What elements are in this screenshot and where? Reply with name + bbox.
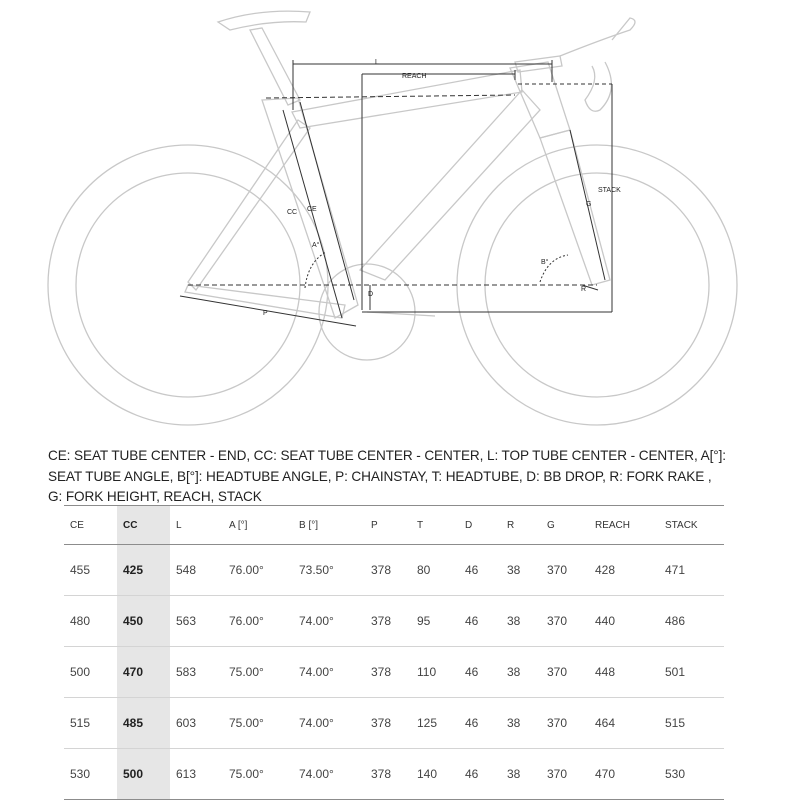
cell: 613 bbox=[170, 749, 223, 800]
seatstay bbox=[188, 120, 310, 290]
header-reach: REACH bbox=[589, 506, 659, 545]
cell: 515 bbox=[64, 698, 117, 749]
cell: 548 bbox=[170, 545, 223, 596]
cell: 76.00° bbox=[223, 596, 293, 647]
cell: 470 bbox=[589, 749, 659, 800]
label-stack: STACK bbox=[598, 187, 621, 194]
cell: 378 bbox=[365, 545, 411, 596]
geometry-table bbox=[64, 505, 724, 800]
label-ce: CE bbox=[307, 206, 317, 213]
table-row bbox=[64, 749, 724, 800]
cell: 603 bbox=[170, 698, 223, 749]
cell: 370 bbox=[541, 545, 589, 596]
table-row bbox=[64, 647, 724, 698]
head-tube bbox=[510, 62, 570, 138]
cell: 471 bbox=[659, 545, 724, 596]
cell: 500 bbox=[64, 647, 117, 698]
cell: 501 bbox=[659, 647, 724, 698]
cell: 455 bbox=[64, 545, 117, 596]
cell: 76.00° bbox=[223, 545, 293, 596]
cell: 38 bbox=[501, 647, 541, 698]
down-tube bbox=[360, 90, 540, 280]
cell: 75.00° bbox=[223, 698, 293, 749]
header-r: R bbox=[501, 506, 541, 545]
cell: 125 bbox=[411, 698, 459, 749]
crank-arm bbox=[367, 312, 435, 316]
table-header-row bbox=[64, 506, 724, 545]
cell: 73.50° bbox=[293, 545, 365, 596]
label-r: R bbox=[581, 286, 587, 293]
table-row bbox=[64, 545, 724, 596]
cell: 370 bbox=[541, 749, 589, 800]
header-l: L bbox=[170, 506, 223, 545]
cell: 485 bbox=[117, 698, 170, 749]
cell: 500 bbox=[117, 749, 170, 800]
cell: 74.00° bbox=[293, 749, 365, 800]
cell: 378 bbox=[365, 698, 411, 749]
dimension-lines bbox=[180, 60, 612, 326]
cell: 450 bbox=[117, 596, 170, 647]
cell: 464 bbox=[589, 698, 659, 749]
cell: 428 bbox=[589, 545, 659, 596]
header-d: D bbox=[459, 506, 501, 545]
label-a: A° bbox=[312, 242, 320, 249]
header-a: A [°] bbox=[223, 506, 293, 545]
cell: 46 bbox=[459, 596, 501, 647]
cell: 448 bbox=[589, 647, 659, 698]
label-b: B° bbox=[541, 259, 549, 266]
cell: 440 bbox=[589, 596, 659, 647]
cell: 515 bbox=[659, 698, 724, 749]
cell: 563 bbox=[170, 596, 223, 647]
cell: 425 bbox=[117, 545, 170, 596]
cell: 75.00° bbox=[223, 749, 293, 800]
label-p: P bbox=[263, 310, 268, 317]
cell: 46 bbox=[459, 749, 501, 800]
header-stack: STACK bbox=[659, 506, 724, 545]
cell: 75.00° bbox=[223, 647, 293, 698]
saddle bbox=[218, 11, 310, 30]
cell: 110 bbox=[411, 647, 459, 698]
cell: 470 bbox=[117, 647, 170, 698]
cell: 38 bbox=[501, 545, 541, 596]
cell: 370 bbox=[541, 596, 589, 647]
label-reach: REACH bbox=[402, 73, 427, 80]
cell: 46 bbox=[459, 698, 501, 749]
cell: 378 bbox=[365, 596, 411, 647]
cell: 378 bbox=[365, 749, 411, 800]
cell: 378 bbox=[365, 647, 411, 698]
label-l: L bbox=[375, 59, 379, 66]
header-cc: CC bbox=[117, 506, 170, 545]
cell: 370 bbox=[541, 647, 589, 698]
cell: 38 bbox=[501, 596, 541, 647]
label-g: G bbox=[586, 201, 592, 208]
cell: 583 bbox=[170, 647, 223, 698]
header-t: T bbox=[411, 506, 459, 545]
cell: 486 bbox=[659, 596, 724, 647]
table-row bbox=[64, 596, 724, 647]
header-ce: CE bbox=[64, 506, 117, 545]
cell: 80 bbox=[411, 545, 459, 596]
label-d: D bbox=[368, 291, 374, 298]
cell: 74.00° bbox=[293, 698, 365, 749]
label-cc: CC bbox=[287, 209, 298, 216]
table-row bbox=[64, 698, 724, 749]
cell: 140 bbox=[411, 749, 459, 800]
cell: 74.00° bbox=[293, 647, 365, 698]
bike-outline bbox=[48, 11, 737, 425]
cell: 95 bbox=[411, 596, 459, 647]
cell: 38 bbox=[501, 698, 541, 749]
header-b: B [°] bbox=[293, 506, 365, 545]
cell: 530 bbox=[659, 749, 724, 800]
cell: 74.00° bbox=[293, 596, 365, 647]
header-p: P bbox=[365, 506, 411, 545]
cell: 370 bbox=[541, 698, 589, 749]
geometry-legend: CE: SEAT TUBE CENTER - END, CC: SEAT TUBE CENTER - CENTER, L: TOP TUBE CENTER - CENTER, A[°]: SEAT TUBE ANGLE, B[°]: HEADTUBE ANGLE, P: CHAINSTAY, T: HEADTUBE, D: BB DROP, R: FORK RAKE , G: FORK HEIGHT, REACH, STACK bbox=[48, 448, 726, 504]
cell: 46 bbox=[459, 647, 501, 698]
header-g: G bbox=[541, 506, 589, 545]
cell: 46 bbox=[459, 545, 501, 596]
cell: 530 bbox=[64, 749, 117, 800]
handlebar bbox=[560, 18, 635, 111]
cell: 480 bbox=[64, 596, 117, 647]
cell: 38 bbox=[501, 749, 541, 800]
